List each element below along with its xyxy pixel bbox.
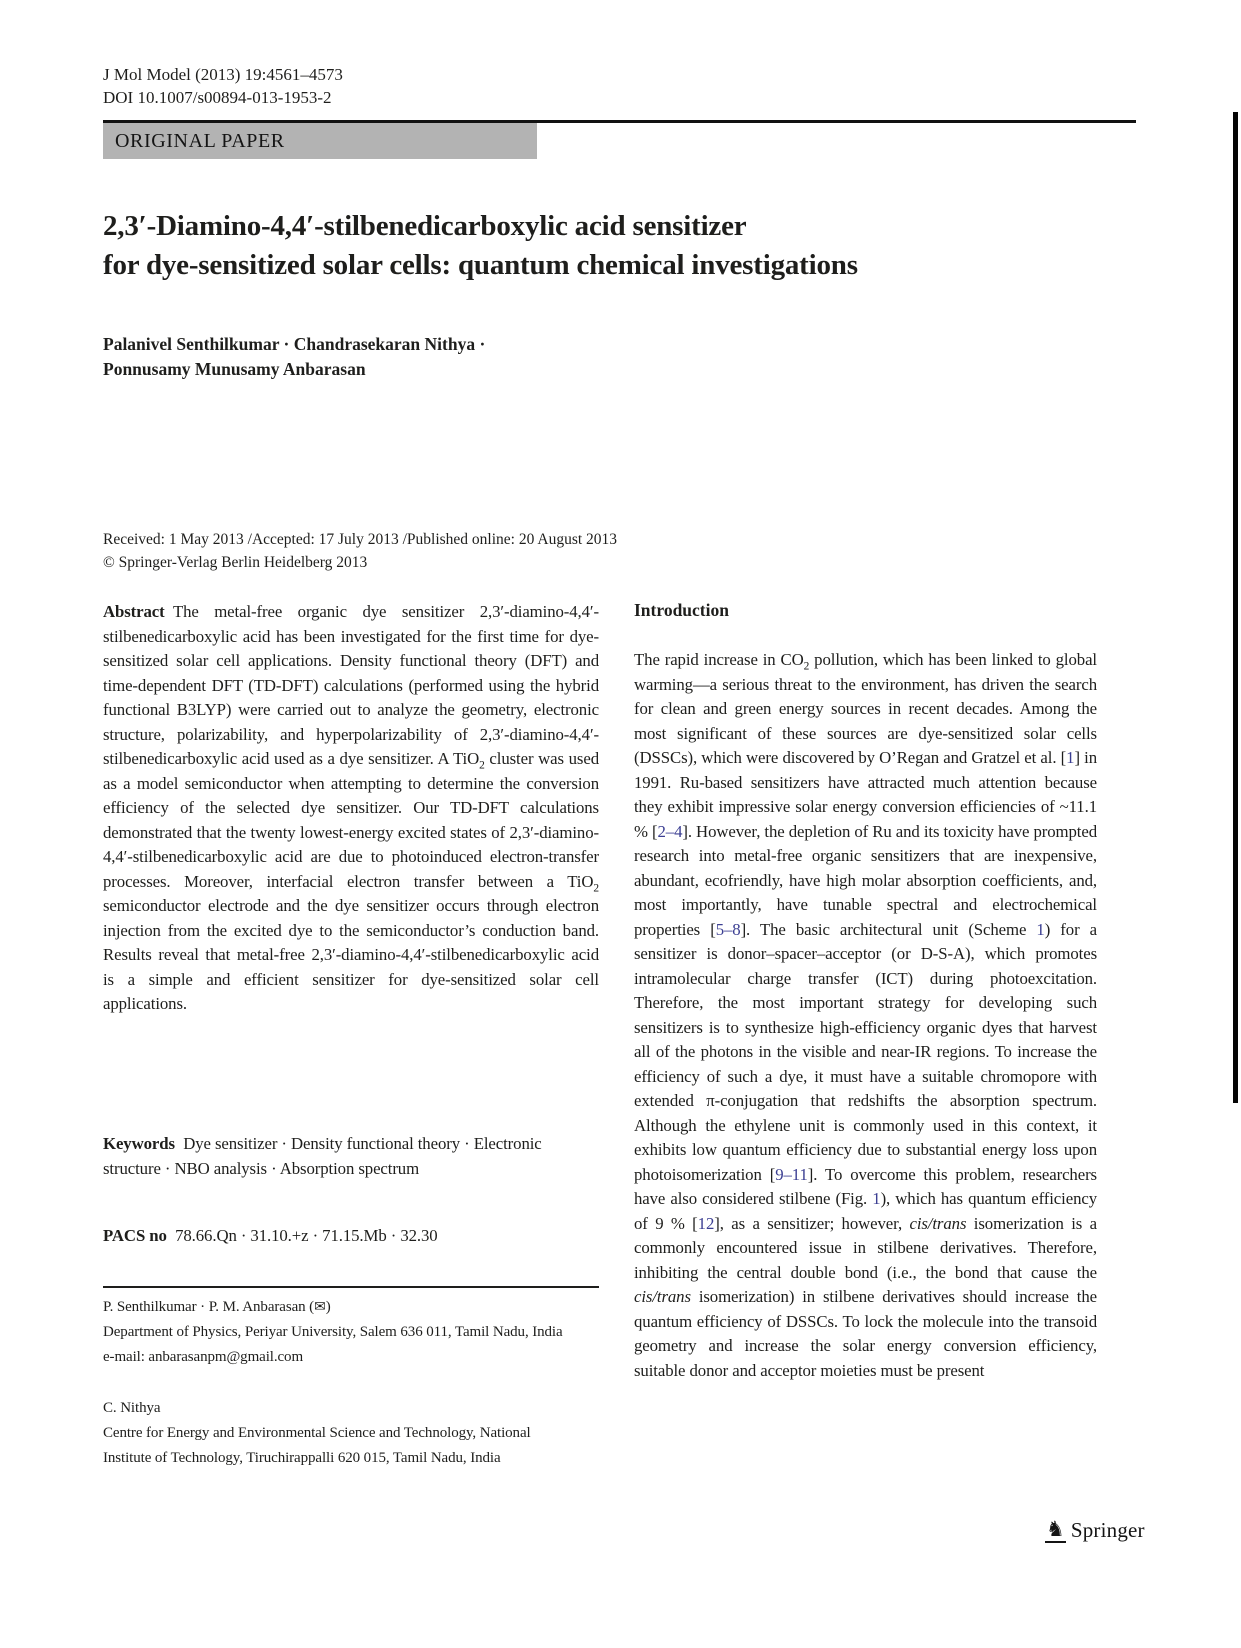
article-title — [103, 207, 858, 285]
copyright-line: © Springer-Verlag Berlin Heidelberg 2013 — [103, 554, 368, 571]
text-segment: ), which has quantum efficiency of 9 % [ — [634, 1189, 1097, 1233]
text-segment: The metal-free organic dye sensitizer 2,3′-diamino-4,4′-stilbenedicarboxylic acid has been investigated for the first time for dye-sensitized solar cell applications. Density functional theory (DFT) and time-dependent DFT (TD-DFT) calculations (performed using the hybrid functional B3LYP) were carried out to analyze the geometry, electronic structure, polarizability, and hyperpolarizability of 2,3′-diamino-4,4′-stilbenedicarboxylic acid used as a dye sensitizer. A TiO — [103, 602, 599, 768]
citation-link[interactable]: 9–11 — [775, 1164, 808, 1184]
correspondence-authors-close: ) — [325, 1299, 331, 1315]
abstract-paragraph — [103, 600, 599, 1017]
text-segment: 78.66.Qn · 31.10.+z · 71.15.Mb · 32.30 — [166, 1226, 438, 1245]
citation-link[interactable]: 5–8 — [715, 919, 741, 939]
subscript-text: 2 — [593, 881, 599, 894]
section-banner — [103, 123, 537, 159]
springer-knight-icon: ♞ — [1046, 1517, 1065, 1541]
text-segment: semiconductor electrode and the dye sensitizer occurs through electron injection from the excited dye to the semiconductor’s conduction band. Results reveal that metal-free 2,3′-diamino-4,4′-stilbenedicarboxylic acid is a simple and efficient sensitizer for dye-sensitized solar cell applications. — [103, 896, 599, 1013]
article-title-line1: 2,3′-Diamino-4,4′-stilbenedicarboxylic acid sensitizer — [103, 210, 747, 242]
author-list-line2: Ponnusamy Munusamy Anbarasan — [103, 359, 366, 379]
correspondence-authors-line — [103, 1295, 565, 1320]
author-list-line1: Palanivel Senthilkumar · Chandrasekaran Nithya · — [103, 334, 486, 354]
citation-link[interactable]: 1 — [1066, 748, 1075, 767]
text-segment: isomerization is a commonly encountered issue in stilbene derivatives. Therefore, inhibiting the central double bond (i.e., the bond that cause the — [634, 1213, 1097, 1282]
citation-link[interactable]: 12 — [697, 1213, 715, 1233]
correspondence-footnote — [103, 1295, 565, 1369]
springer-logo — [1045, 1518, 1145, 1543]
publication-history — [103, 528, 617, 574]
text-segment: The rapid increase in CO — [634, 650, 804, 669]
text-segment: ] in 1991. Ru-based sensitizers have attracted much attention because they exhibit impressive solar energy conversion efficiencies of ~11.1 % [ — [634, 748, 1097, 841]
correspondence-authors-text: P. Senthilkumar · P. M. Anbarasan ( — [103, 1299, 315, 1315]
text-segment: ]. However, the depletion of Ru and its toxicity have prompted research into metal-free organic sensitizers that are inexpensive, abundant, ecofriendly, have high molar absorption coefficients, and, most importantly, have tunable spectral and electrochemical properties [ — [634, 821, 1097, 939]
pacs-line — [103, 1224, 599, 1249]
citation-link[interactable]: 1 — [872, 1189, 881, 1208]
correspondence-email: e-mail: anbarasanpm@gmail.com — [103, 1348, 304, 1365]
footnote-rule — [103, 1286, 599, 1288]
second-author-footnote — [103, 1396, 565, 1470]
text-segment: ]. To overcome this problem, researchers have also considered stilbene (Fig. — [634, 1164, 1097, 1208]
text-segment: cis/trans — [909, 1213, 967, 1233]
received-accepted-line: Received: 1 May 2013 /Accepted: 17 July 2013 /Published online: 20 August 2013 — [103, 531, 618, 548]
subscript-text: 2 — [803, 660, 810, 673]
author-list — [103, 332, 485, 382]
text-segment: Dye sensitizer · Density functional theory · Electronic structure · NBO analysis · Absorption spectrum — [103, 1134, 542, 1178]
text-segment: cis/trans — [634, 1287, 691, 1306]
article-title-line2: for dye-sensitized solar cells: quantum chemical investigations — [103, 249, 858, 281]
page-header — [103, 63, 343, 109]
text-segment: ], as a sensitizer; however, — [714, 1213, 910, 1233]
section-banner-label: ORIGINAL PAPER — [115, 130, 285, 152]
text-segment: PACS no — [103, 1226, 167, 1245]
text-segment: cluster was used as a model semiconductor when attempting to determine the conversion efficiency of the selected dye sensitizer. Our TD-DFT calculations demonstrated that the twenty lowest-energy excited states of 2,3′-diamino-4,4′-stilbenedicarboxylic acid are due to photoinduced electron-transfer processes. Moreover, interfacial electron transfer between a TiO — [103, 749, 599, 891]
scan-edge-bar — [1233, 112, 1238, 1103]
text-segment: ) for a sensitizer is donor–spacer–acceptor (or D-S-A), which promotes intramolecular charge transfer (ICT) during photoexcitation. Therefore, the most important strategy for developing such sensitizers is to synthesize high-efficiency organic dyes that harvest all of the photons in the visible and near-IR regions. To increase the efficiency of such a dye, it must have a suitable chromopore with extended π-conjugation that redshifts the absorption spectrum. Although the ethylene unit is commonly used in this context, it exhibits low quantum efficiency due to substantial energy loss upon photoisomerization [ — [634, 919, 1098, 1184]
springer-wordmark: Springer — [1070, 1518, 1145, 1542]
citation-link[interactable]: 2–4 — [657, 821, 683, 841]
second-author-name: C. Nithya — [103, 1400, 161, 1416]
correspondence-affiliation: Department of Physics, Periyar University, Salem 636 011, Tamil Nadu, India — [103, 1323, 563, 1340]
introduction-paragraph — [634, 648, 1097, 1383]
text-segment: pollution, which has been linked to global warming—a serious threat to the environment, has driven the search for clean and green energy sources in recent decades. Among the most significant of these sources are dye-sensitized solar cells (DSSCs), which were discovered by O’Regan and Gratzel et al. [ — [634, 650, 1097, 767]
text-segment: Keywords — [103, 1134, 175, 1153]
keywords-line — [103, 1132, 599, 1181]
second-author-affiliation: Centre for Energy and Environmental Science and Technology, National Institute of Technology, Tiruchirappalli 620 015, Tamil Nadu, India — [103, 1424, 531, 1466]
text-segment: Abstract — [103, 602, 165, 621]
doi-line: DOI 10.1007/s00894-013-1953-2 — [103, 88, 332, 107]
citation-link[interactable]: 1 — [1036, 919, 1045, 939]
journal-citation-line: J Mol Model (2013) 19:4561–4573 — [103, 65, 343, 84]
subscript-text: 2 — [479, 759, 485, 772]
text-segment: ]. The basic architectural unit (Scheme — [740, 919, 1037, 939]
text-segment: isomerization) in stilbene derivatives should increase the quantum efficiency of DSSCs. To lock the molecule into the transoid geometry and increase the solar energy conversion efficiency, suitable donor and acceptor moieties must be present — [634, 1287, 1097, 1380]
introduction-heading: Introduction — [634, 600, 729, 620]
envelope-icon: ✉ — [314, 1299, 326, 1315]
